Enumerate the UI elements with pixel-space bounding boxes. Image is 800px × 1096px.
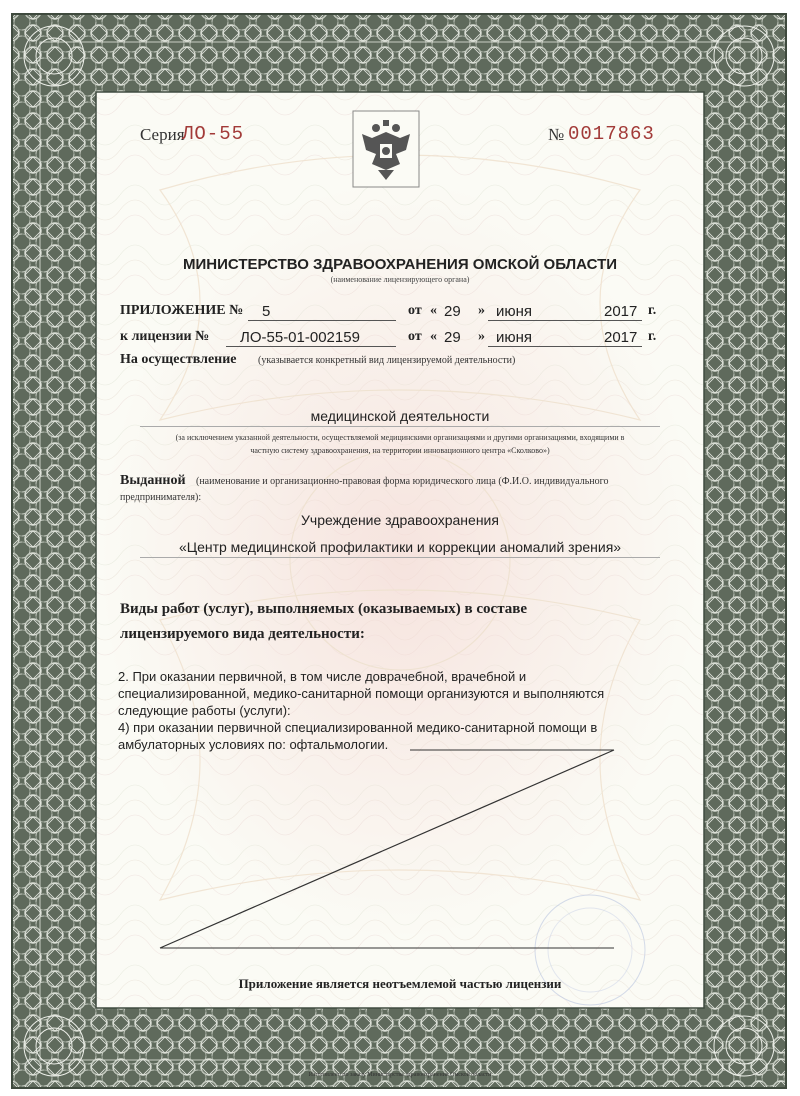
- license-day: 29: [444, 329, 461, 346]
- works-list: [118, 668, 658, 753]
- works-heading-2: лицензируемого вида деятельности:: [120, 626, 365, 642]
- works-heading-1: Виды работ (услуг), выполняемых (оказываемых) в составе: [120, 601, 527, 617]
- license-month: июня: [496, 329, 533, 346]
- appendix-year: 2017: [604, 303, 638, 320]
- works-line: амбулаторных условиях по: офтальмологии.: [118, 737, 389, 752]
- printer-note: Изготовлено по заказу Министерства здравоохранения Омской области: [308, 1072, 492, 1078]
- serial-number: 0017863: [568, 123, 655, 145]
- license-label: к лицензии №: [120, 329, 210, 344]
- license-year: 2017: [604, 329, 638, 346]
- coat-of-arms-icon: [352, 110, 420, 188]
- issued-hint-2: предпринимателя):: [120, 492, 202, 503]
- number-label: №: [548, 125, 565, 144]
- works-line: 4) при оказании первичной специализированной медико-санитарной помощи в: [118, 720, 598, 735]
- license-from: от: [408, 329, 422, 344]
- series-value: ЛО-55: [182, 123, 245, 145]
- authority-caption: (наименование лицензирующего органа): [330, 275, 470, 284]
- activity-note-1: (за исключением указанной деятельности, осуществляемой медицинскими организациями и другими организациями, входящими в: [175, 433, 625, 442]
- series-label: Серия: [140, 125, 185, 144]
- issued-hint-1: (наименование и организационно-правовая форма юридического лица (Ф.И.О. индивидуального: [196, 476, 609, 487]
- appendix-month: июня: [496, 303, 533, 320]
- activity-note-2: частную систему здравоохранения, на территории инновационного центра «Сколково»): [250, 446, 550, 455]
- activity-value: медицинской деятельности: [310, 408, 490, 424]
- appendix-from: от: [408, 303, 422, 318]
- appendix-integral-note: Приложение является неотъемлемой частью лицензии: [238, 976, 562, 991]
- works-line: специализированной, медико-санитарной помощи организуются и выполняются: [118, 686, 605, 701]
- appendix-number: 5: [262, 303, 271, 320]
- issued-label: Выданной: [120, 473, 186, 488]
- works-line: 2. При оказании первичной, в том числе доврачебной, врачебной и: [118, 669, 527, 684]
- licensing-authority: МИНИСТЕРСТВО ЗДРАВООХРАНЕНИЯ ОМСКОЙ ОБЛАСТИ: [182, 256, 618, 273]
- activity-hint: (указывается конкретный вид лицензируемой деятельности): [258, 355, 516, 366]
- organization-name: «Центр медицинской профилактики и коррекции аномалий зрения»: [178, 539, 622, 555]
- works-line: следующие работы (услуги):: [118, 703, 291, 718]
- license-number: ЛО-55-01-002159: [240, 329, 360, 346]
- appendix-day: 29: [444, 303, 461, 320]
- license-appendix-page: Серия ЛО-55 № 0017863 МИНИСТЕРСТВО ЗДРАВООХРАНЕНИЯ ОМСКОЙ ОБЛАСТИ (наименование лицензирующего органа) ПРИЛОЖЕНИЕ № 5 от « 29 » июня 2017 г. к лицензии № ЛО-55-01-002159 от « 29 » июня 2017 г. На осуществление (указывается конкретный вид лицензируемой деятельности) медицинской деятельности (за исключением указанной деятельности, осуществляемой медицинскими организациями и другими организациями, входящими в частную систему здравоохранения, на территории инновационного центра «Сколково») Выданной (наименование и организационно-правовая форма юридического лица (Ф.И.О. индивидуального предпринимателя): Учреждение здравоохранения «Центр медицинской профилактики и коррекции аномалий зрения» Виды работ (услуг), выполняемых (оказываемых) в составе лицензируемого вида деятельности: 2. При оказании первичной, в том числе доврачебной, врачебной и специализированной, медико-санитарной помощи организуются и выполняются следующие работы (услуги): 4) при оказании первичной специализированной медико-санитарной помощи в амбулаторных условиях по: офтальмологии. Приложение является неотъемлемой частью лицензии Изготовлено по заказу Министерства здравоохранения Омской области: [0, 0, 800, 1096]
- organization-type: Учреждение здравоохранения: [301, 512, 499, 528]
- activity-label: На осуществление: [120, 352, 237, 367]
- appendix-label: ПРИЛОЖЕНИЕ №: [120, 303, 244, 318]
